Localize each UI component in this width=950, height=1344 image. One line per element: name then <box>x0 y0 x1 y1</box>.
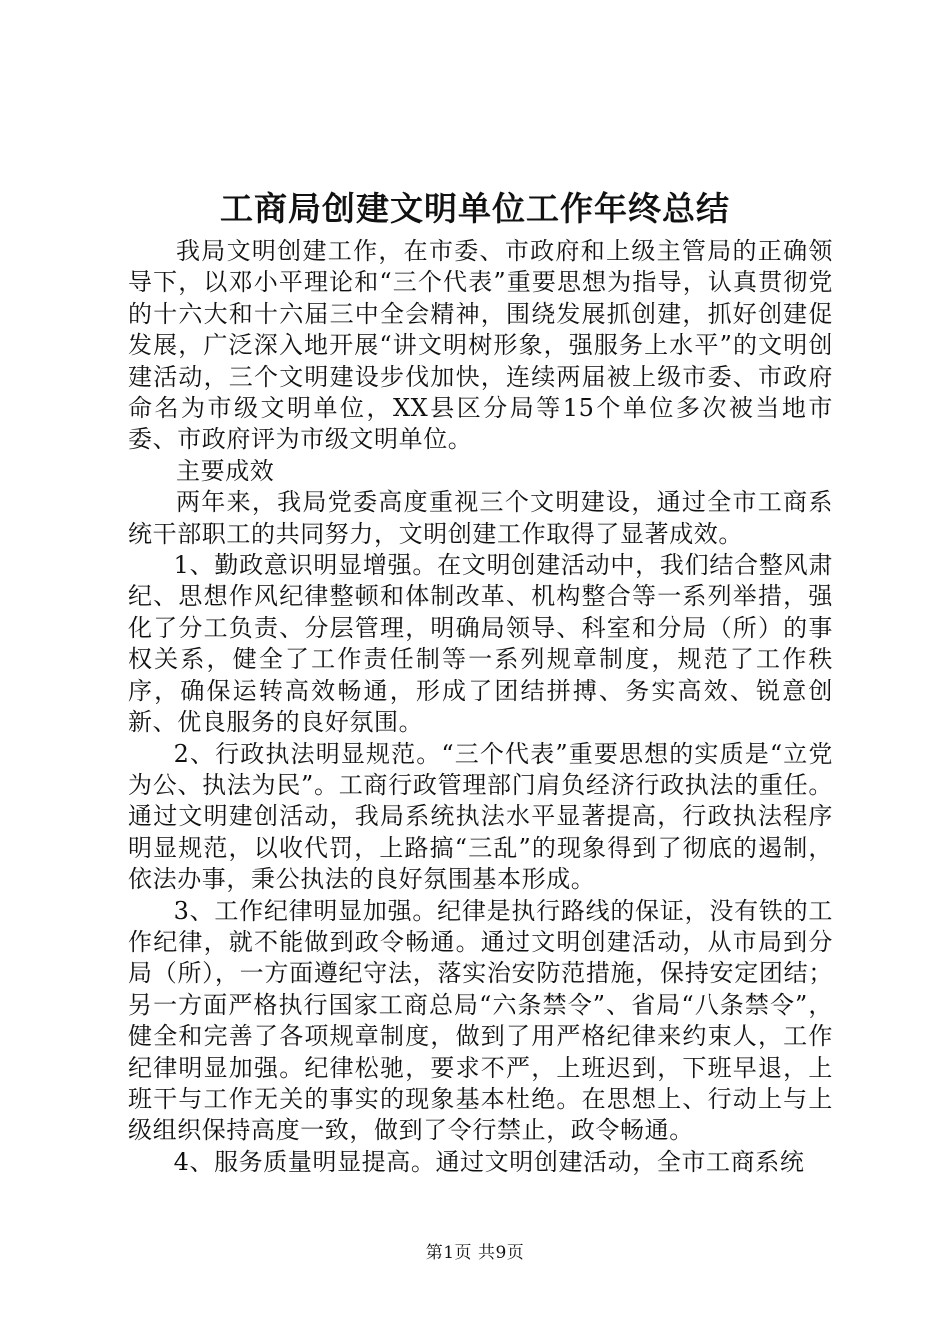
document-title: 工商局创建文明单位工作年终总结 <box>220 189 730 228</box>
paragraph-intro: 我局文明创建工作，在市委、市政府和上级主管局的正确领导下，以邓小平理论和“三个代表”重要思想为指导，认真贯彻党的十六大和十六届三中全会精神，围绕发展抓创建，抓好创建促发展，广泛深入地开展“讲文明树形象，强服务上水平”的文明创建活动，三个文明建设步伐加快，连续两届被上级市委、市政府命名为市级文明单位，XX县区分局等15个单位多次被当地市委、市政府评为市级文明单位。 <box>128 237 833 454</box>
page-number-footer: 第1页 共9页 <box>425 1243 525 1263</box>
section-heading: 主要成效 <box>176 456 275 485</box>
paragraph-point-3: 3、工作纪律明显加强。纪律是执行路线的保证，没有铁的工作纪律，就不能做到政令畅通。通过文明创建活动，从市局到分局（所），一方面遵纪守法，落实治安防范措施，保持安定团结；另一方面严格执行国家工商总局“六条禁令”、省局“八条禁令”，健全和完善了各项规章制度，做到了用严格纪律来约束人，工作纪律明显加强。纪律松驰，要求不严，上班迟到，下班早退，上班干与工作无关的事实的现象基本杜绝。在思想上、行动上与上级组织保持高度一致，做到了令行禁止，政令畅通。 <box>128 896 833 1145</box>
document-body <box>128 236 833 1178</box>
paragraph-point-2: 2、行政执法明显规范。“三个代表”重要思想的实质是“立党为公、执法为民”。工商行政管理部门肩负经济行政执法的重任。通过文明建创活动，我局系统执法水平显著提高，行政执法程序明显规范，以收代罚，上路搞“三乱”的现象得到了彻底的遏制，依法办事，秉公执法的良好氛围基本形成。 <box>128 739 833 894</box>
paragraph-point-4: 4、服务质量明显提高。通过文明创建活动，全市工商系统 <box>173 1147 805 1176</box>
paragraph-summary: 两年来，我局党委高度重视三个文明建设，通过全市工商系统干部职工的共同努力，文明创建工作取得了显著成效。 <box>128 488 833 548</box>
paragraph-point-1: 1、勤政意识明显增强。在文明创建活动中，我们结合整风肃纪、思想作风纪律整顿和体制改革、机构整合等一系列举措，强化了分工负责、分层管理，明确局领导、科室和分局（所）的事权关系，健全了工作责任制等一系列规章制度，规范了工作秩序，确保运转高效畅通，形成了团结拼搏、务实高效、锐意创新、优良服务的良好氛围。 <box>128 551 833 737</box>
